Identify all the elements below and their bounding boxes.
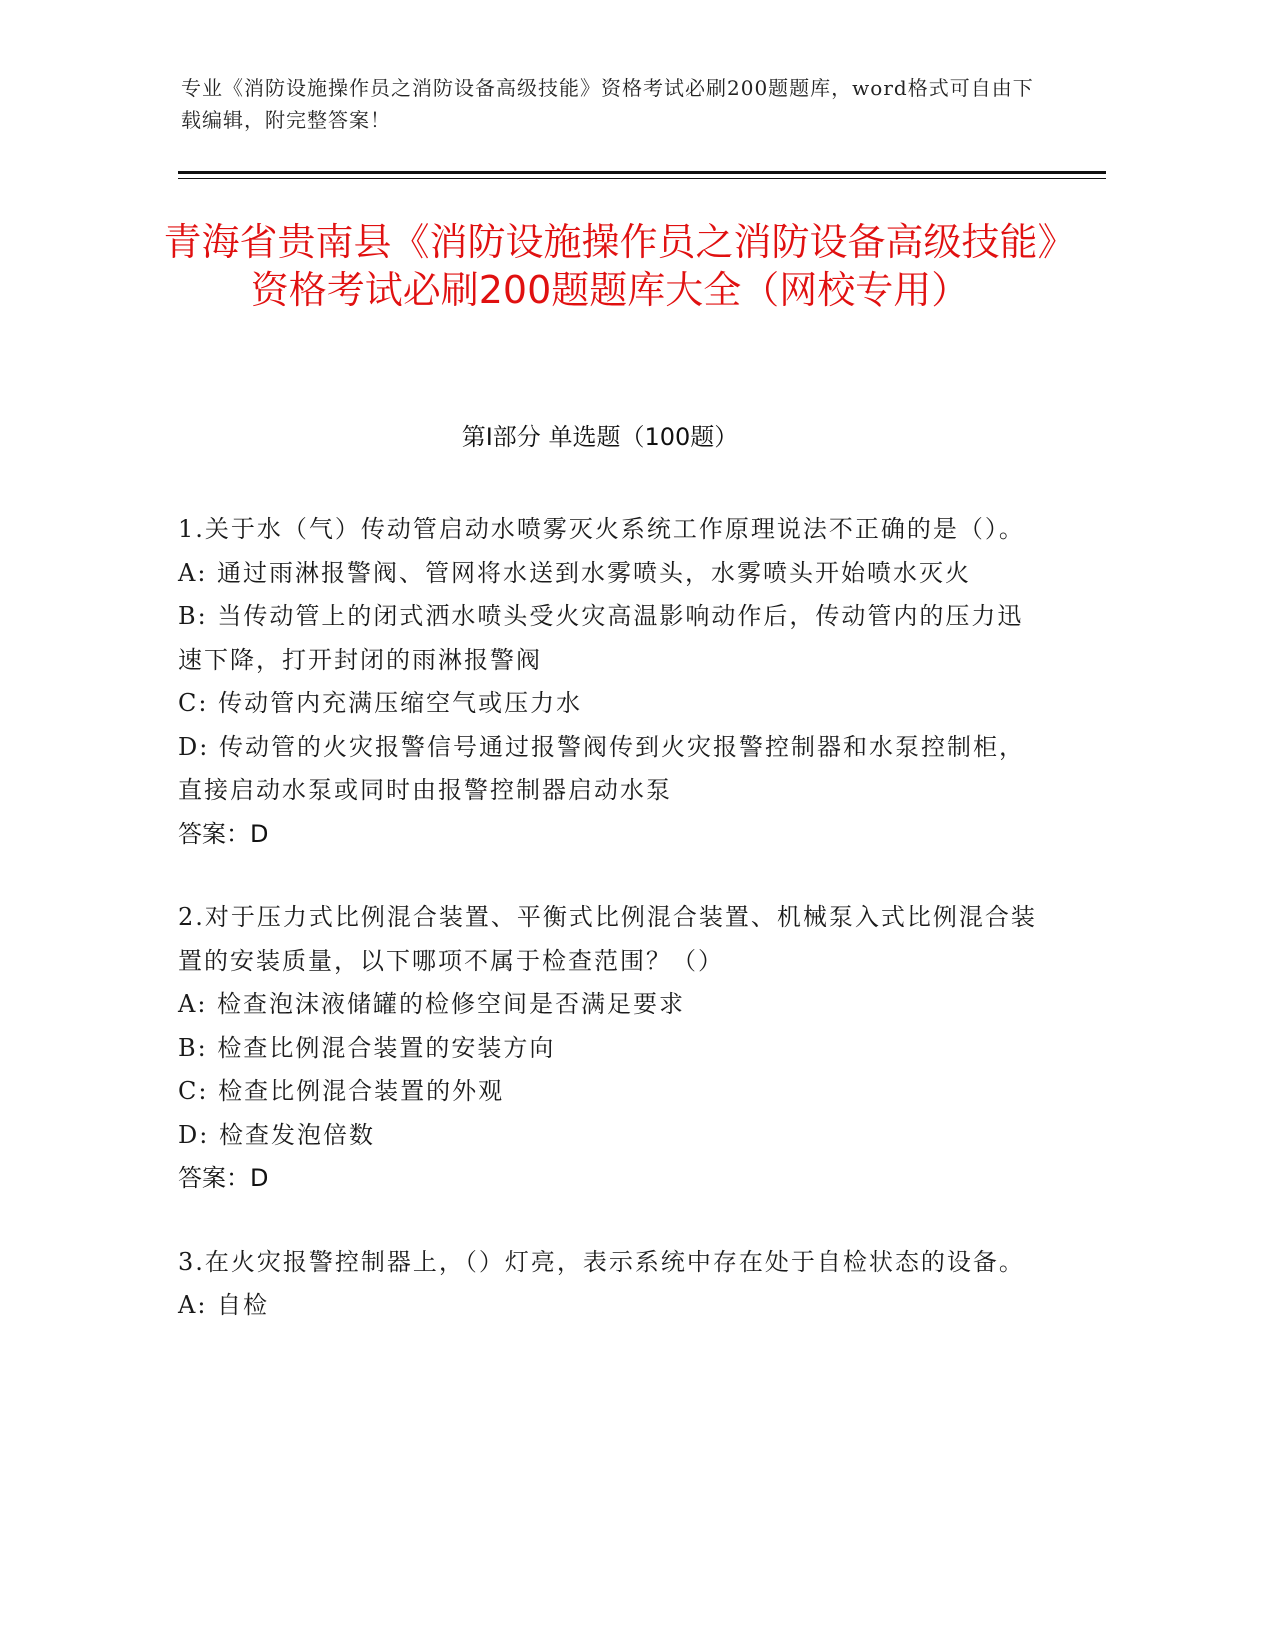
question-3 (178, 1241, 1038, 1328)
option-b: B: 检查比例混合装置的安装方向 (178, 1033, 556, 1062)
header-rule-thick (178, 171, 1106, 174)
section-heading: 第Ⅰ部分 单选题（100题） (461, 423, 739, 451)
question-stem: 1.关于水（气）传动管启动水喷雾灭火系统工作原理说法不正确的是（）。 (178, 515, 1025, 543)
answer: 答案：D (178, 819, 269, 848)
option-a: A: 自检 (178, 1291, 270, 1319)
answer: 答案：D (178, 1164, 269, 1192)
question-stem: 2.对于压力式比例混合装置、平衡式比例混合装置、机械泵入式比例混合装置的安装质量，以下哪项不属于检查范围？（） (178, 903, 1037, 975)
question-stem: 3.在火灾报警控制器上，（）灯亮，表示系统中存在处于自检状态的设备。 (178, 1247, 1025, 1276)
question-2 (178, 896, 1038, 1201)
option-d: D: 传动管的火灾报警信号通过报警阀传到火灾报警控制器和水泵控制柜，直接启动水泵或同时由报警控制器启动水泵 (178, 732, 1025, 804)
option-a: A: 通过雨淋报警阀、管网将水送到水雾喷头，水雾喷头开始喷水灭火 (178, 558, 972, 587)
question-list (178, 508, 1038, 1368)
option-d: D: 检查发泡倍数 (178, 1120, 375, 1149)
document-title: 青海省贵南县《消防设施操作员之消防设备高级技能》资格考试必刷200题题库大全（网校专用） (163, 220, 1057, 312)
header-note: 专业《消防设施操作员之消防设备高级技能》资格考试必刷200题题库，word格式可自由下载编辑，附完整答案！ (181, 76, 1034, 132)
option-b: B: 当传动管上的闭式洒水喷头受火灾高温影响动作后，传动管内的压力迅速下降，打开封闭的雨淋报警阀 (178, 602, 1024, 674)
option-a: A: 检查泡沫液储罐的检修空间是否满足要求 (178, 990, 686, 1018)
option-c: C: 传动管内充满压缩空气或压力水 (178, 689, 583, 717)
option-c: C: 检查比例混合装置的外观 (178, 1077, 505, 1105)
question-1 (178, 508, 1038, 856)
header-rule-thin (178, 178, 1106, 179)
